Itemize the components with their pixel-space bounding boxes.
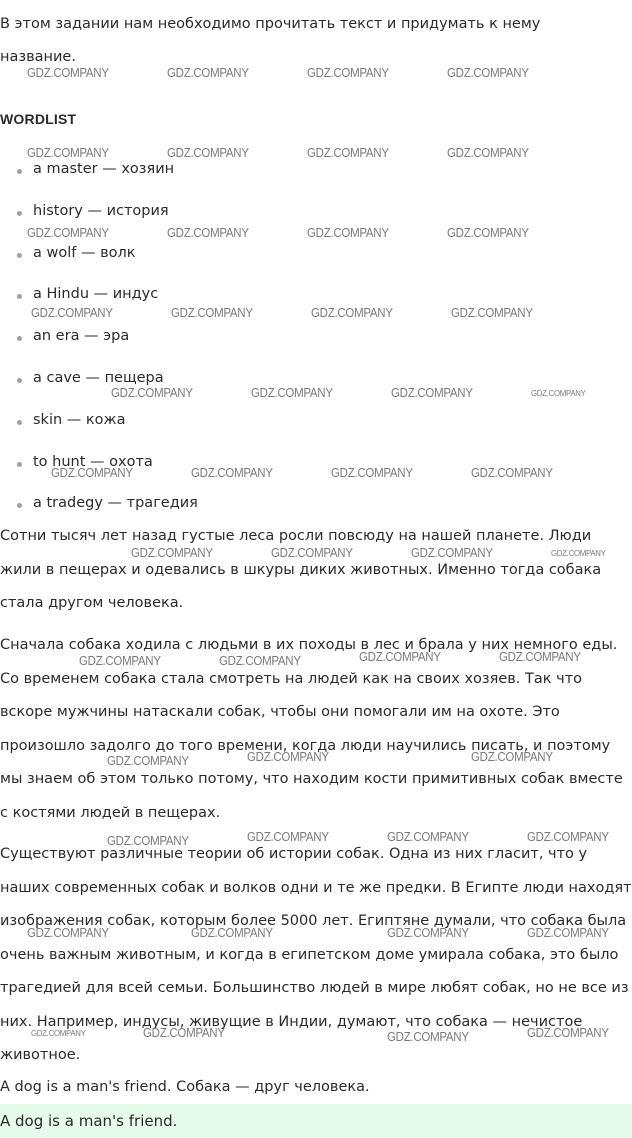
watermark: GDZ.COMPANY xyxy=(27,926,109,940)
watermark: GDZ.COMPANY xyxy=(447,66,529,80)
watermark: GDZ.COMPANY xyxy=(451,306,533,320)
watermark: GDZ.COMPANY xyxy=(191,926,273,940)
list-item: a cave — пещера xyxy=(0,365,198,407)
watermark: GDZ.COMPANY xyxy=(551,548,606,558)
watermark: GDZ.COMPANY xyxy=(219,654,301,668)
watermark: GDZ.COMPANY xyxy=(271,546,353,560)
list-item: a master — хозяин xyxy=(0,156,198,198)
watermark: GDZ.COMPANY xyxy=(167,146,249,160)
list-item: skin — кожа xyxy=(0,407,198,449)
watermark: GDZ.COMPANY xyxy=(387,1030,469,1044)
watermark: GDZ.COMPANY xyxy=(107,754,189,768)
watermark: GDZ.COMPANY xyxy=(167,66,249,80)
watermark: GDZ.COMPANY xyxy=(307,226,389,240)
watermark: GDZ.COMPANY xyxy=(391,386,473,400)
watermark: GDZ.COMPANY xyxy=(51,466,133,480)
watermark: GDZ.COMPANY xyxy=(171,306,253,320)
watermark: GDZ.COMPANY xyxy=(387,830,469,844)
paragraph-1: Сотни тысяч лет назад густые леса росли повсюду на нашей планете. Люди жили в пещерах и одевались в шкуры диких животных. Именно тогда собака стала другом человека. xyxy=(0,528,602,611)
list-item: a Hindu — индус xyxy=(0,281,198,323)
watermark: GDZ.COMPANY xyxy=(307,146,389,160)
watermark: GDZ.COMPANY xyxy=(251,386,333,400)
watermark: GDZ.COMPANY xyxy=(131,546,213,560)
watermark: GDZ.COMPANY xyxy=(191,466,273,480)
intro-text: В этом задании нам необходимо прочитать текст и придумать к нему название. xyxy=(0,16,541,65)
watermark: GDZ.COMPANY xyxy=(387,926,469,940)
paragraph-3: Существуют различные теории об истории собак. Одна из них гласит, что у наших современных собак и волков одни и те же предки. В Египте люди находят изображения собак, которым более 5000 лет. Египтяне думали, что собака была очень важным животным, и когда в египетском доме умирала собака, это было трагедией для всей семьи. Большинство людей в мире любят собак, но не все из них. Например, индусы, живущие в Индии, думают, что собака — нечистое животное. xyxy=(0,846,632,1063)
watermark: GDZ.COMPANY xyxy=(527,830,609,844)
watermark: GDZ.COMPANY xyxy=(331,466,413,480)
watermark: GDZ.COMPANY xyxy=(471,466,553,480)
watermark: GDZ.COMPANY xyxy=(111,386,193,400)
paragraph-2: Сначала собака ходила с людьми в их походы в лес и брала у них немного еды. Со временем собака стала смотреть на людей как на своих хозяев. Так что вскоре мужчины натаскали собак, чтобы они помогали им на охоте. Это произошло задолго до того времени, когда люди научились писать, и поэтому мы знаем об этом только потому, что находим кости примитивных собак вместе с костями людей в пещерах. xyxy=(0,637,623,821)
watermark: GDZ.COMPANY xyxy=(27,146,109,160)
watermark: GDZ.COMPANY xyxy=(31,1028,86,1038)
watermark: GDZ.COMPANY xyxy=(79,654,161,668)
watermark: GDZ.COMPANY xyxy=(447,146,529,160)
list-item: to hunt — охота xyxy=(0,449,198,491)
watermark: GDZ.COMPANY xyxy=(307,66,389,80)
watermark: GDZ.COMPANY xyxy=(31,306,113,320)
watermark: GDZ.COMPANY xyxy=(107,834,189,848)
watermark: GDZ.COMPANY xyxy=(359,650,441,664)
answer-highlight: A dog is a man's friend. xyxy=(0,1104,632,1138)
watermark: GDZ.COMPANY xyxy=(247,830,329,844)
watermark: GDZ.COMPANY xyxy=(531,388,586,398)
wordlist-heading: WORDLIST xyxy=(0,111,77,127)
watermark: GDZ.COMPANY xyxy=(471,750,553,764)
watermark: GDZ.COMPANY xyxy=(27,226,109,240)
list-item: a wolf — волк xyxy=(0,240,198,282)
watermark: GDZ.COMPANY xyxy=(447,226,529,240)
watermark: GDZ.COMPANY xyxy=(143,1026,225,1040)
title-line: A dog is a man's friend. Собака — друг человека. xyxy=(0,1079,370,1095)
watermark: GDZ.COMPANY xyxy=(499,650,581,664)
watermark: GDZ.COMPANY xyxy=(411,546,493,560)
list-item: a tradegy — трагедия xyxy=(0,490,198,532)
watermark: GDZ.COMPANY xyxy=(311,306,393,320)
list-item: an era — эра xyxy=(0,323,198,365)
watermark: GDZ.COMPANY xyxy=(527,926,609,940)
watermark: GDZ.COMPANY xyxy=(527,1026,609,1040)
list-item: history — история xyxy=(0,198,198,240)
watermark: GDZ.COMPANY xyxy=(27,66,109,80)
watermark: GDZ.COMPANY xyxy=(167,226,249,240)
watermark: GDZ.COMPANY xyxy=(247,750,329,764)
